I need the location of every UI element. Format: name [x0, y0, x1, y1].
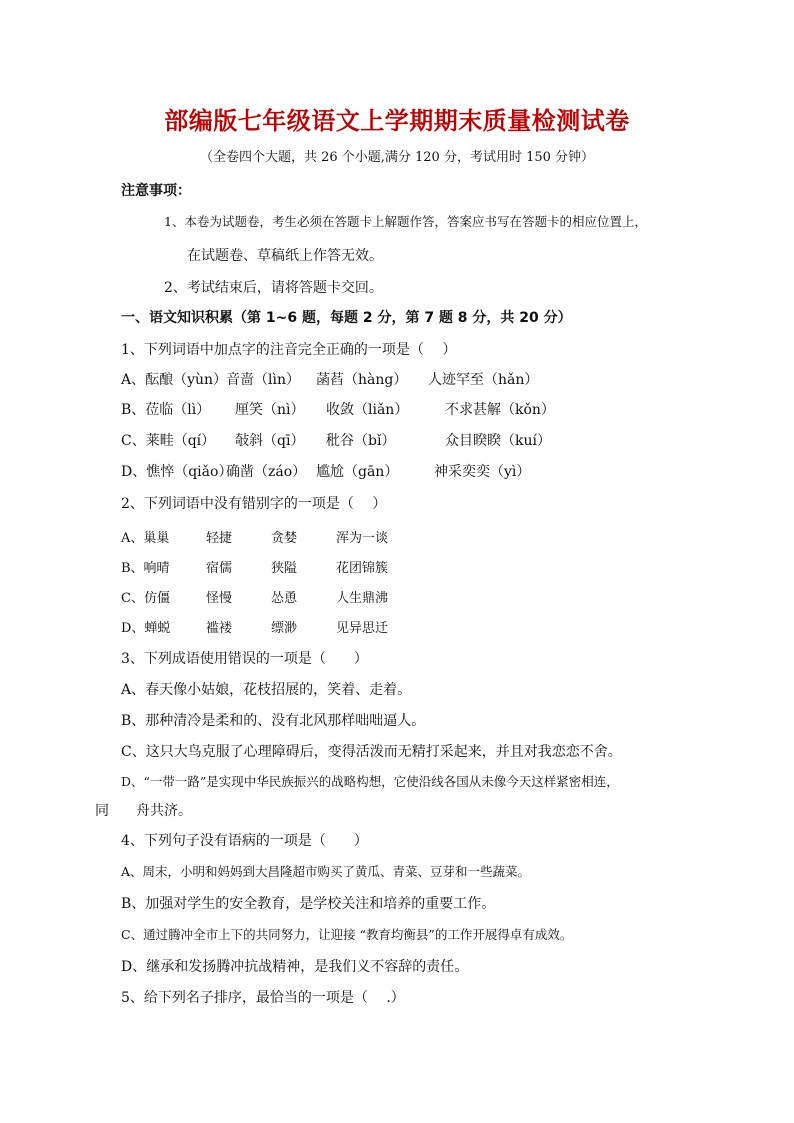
exam-info-subtitle: （全卷四个大题，共 26 个小题,满分 120 分，考试用时 150 分钟） [199, 150, 595, 165]
q4-option-a: A、周末，小明和妈妈到大昌隆超市购买了黄瓜、青菜、豆芽和一些蔬菜。 [121, 864, 531, 879]
q2-row-c-word-2: 怪慢 [206, 591, 233, 606]
q4-option-d: D、继承和发扬腾冲抗战精神，是我们义不容辞的责任。 [121, 959, 469, 975]
q3-stem: 3、下列成语使用错误的一项是（ ） [121, 651, 368, 667]
q3-option-b: B、那种清冷是柔和的、没有北风那样咄咄逼人。 [121, 713, 426, 729]
q3-option-d-line-2-end: 舟共济。 [136, 803, 192, 819]
q4-stem: 4、下列句子没有语病的一项是（ ） [121, 833, 368, 849]
q4-option-b: B、加强对学生的安全教育，是学校关注和培养的重要工作。 [121, 896, 496, 912]
q2-row-d-word-1: D、蝉蜕 [121, 621, 171, 636]
q2-row-d-word-3: 缥渺 [271, 621, 298, 636]
q3-option-c: C、这只大鸟克服了心理障碍后，变得活泼而无精打采起来，并且对我恋恋不舍。 [121, 744, 622, 760]
q3-option-d-line-1: D、“一带一路”是实现中华民族振兴的战略构想，它使沿线各国从未像今天这样紧密相连， [121, 774, 619, 789]
q2-row-a-word-1: A、巢巢 [121, 531, 170, 546]
q1-row-b-word-3: 收敛（liǎn） [326, 402, 409, 418]
q4-option-c: C、通过腾冲全市上下的共同努力，让迎接 “教育均衡县”的工作开展得卓有成效。 [121, 927, 573, 942]
q1-row-a-word-1: A、酝酿（yùn） [121, 372, 228, 388]
q1-row-b-word-2: 厘笑（nì） [235, 402, 305, 418]
q2-row-c-word-4: 人生鼎沸 [336, 591, 389, 606]
q2-stem: 2、下列词语中没有错别字的一项是（ ） [121, 496, 387, 512]
q2-row-b-word-1: B、响晴 [121, 561, 170, 576]
q1-row-c-word-2: 敧斜（qī） [235, 433, 305, 449]
q1-row-d-word-3: 尴尬（gān） [316, 464, 399, 480]
q1-row-a-word-3: 菡萏（hàng） [316, 372, 408, 388]
q2-row-a-word-3: 贪婪 [271, 531, 298, 546]
notice-heading: 注意事项： [121, 183, 191, 199]
q1-stem: 1、下列词语中加点字的注音完全正确的一项是（ ） [121, 342, 457, 358]
q1-row-a-word-2: 音啬（lìn） [226, 372, 300, 388]
q2-row-d-word-2: 褴褛 [206, 621, 233, 636]
q2-row-b-word-3: 狭隘 [271, 561, 298, 576]
q1-row-d-word-4: 神采奕奕（yì） [434, 464, 531, 480]
q5-stem: 5、给下列名子排序，最恰当的一项是（ .） [121, 990, 405, 1006]
q2-row-b-word-4: 花团锦簇 [336, 561, 389, 576]
q1-row-c-word-1: C、莱畦（qí） [121, 433, 216, 449]
q1-row-b-word-4: 不求甚解（kǒn） [445, 402, 555, 418]
section-1-heading: 一、语文知识积累（第 1~6 题，每题 2 分，第 7 题 8 分，共 20 分） [121, 310, 572, 326]
q1-row-d-word-1: D、憔悴（qiǎo） [121, 464, 233, 480]
q2-row-c-word-1: C、仿僵 [121, 591, 170, 606]
q3-option-a: A、春天像小姑娘，花枝招展的，笑着、走着。 [121, 682, 412, 698]
q1-row-c-word-4: 众目睽睽（kuí） [445, 433, 551, 449]
q2-row-d-word-4: 见异思迁 [336, 621, 389, 636]
q3-option-d-line-2-start: 同 [95, 803, 109, 819]
q2-row-a-word-2: 轻捷 [206, 531, 233, 546]
notice-item-2: 2、考试结束后，请将答题卡交回。 [164, 280, 383, 296]
q2-row-b-word-2: 宿儒 [206, 561, 233, 576]
page-title: 部编版七年级语文上学期期末质量检测试卷 [164, 107, 630, 135]
q1-row-c-word-3: 秕谷（bǐ） [326, 433, 396, 449]
q1-row-a-word-4: 人迹罕至（hǎn） [428, 372, 539, 388]
notice-item-1-line-2: 在试题卷、草稿纸上作答无效。 [187, 248, 383, 264]
notice-item-1-line-1: 1、本卷为试题卷，考生必须在答题卡上解题作答，答案应书写在答题卡的相应位置上， [164, 214, 647, 229]
q2-row-c-word-3: 怂恿 [271, 591, 298, 606]
q1-row-b-word-1: B、莅临（lì） [121, 402, 211, 418]
q1-row-d-word-2: 确凿（záo） [226, 464, 307, 480]
q2-row-a-word-4: 浑为一谈 [336, 531, 389, 546]
